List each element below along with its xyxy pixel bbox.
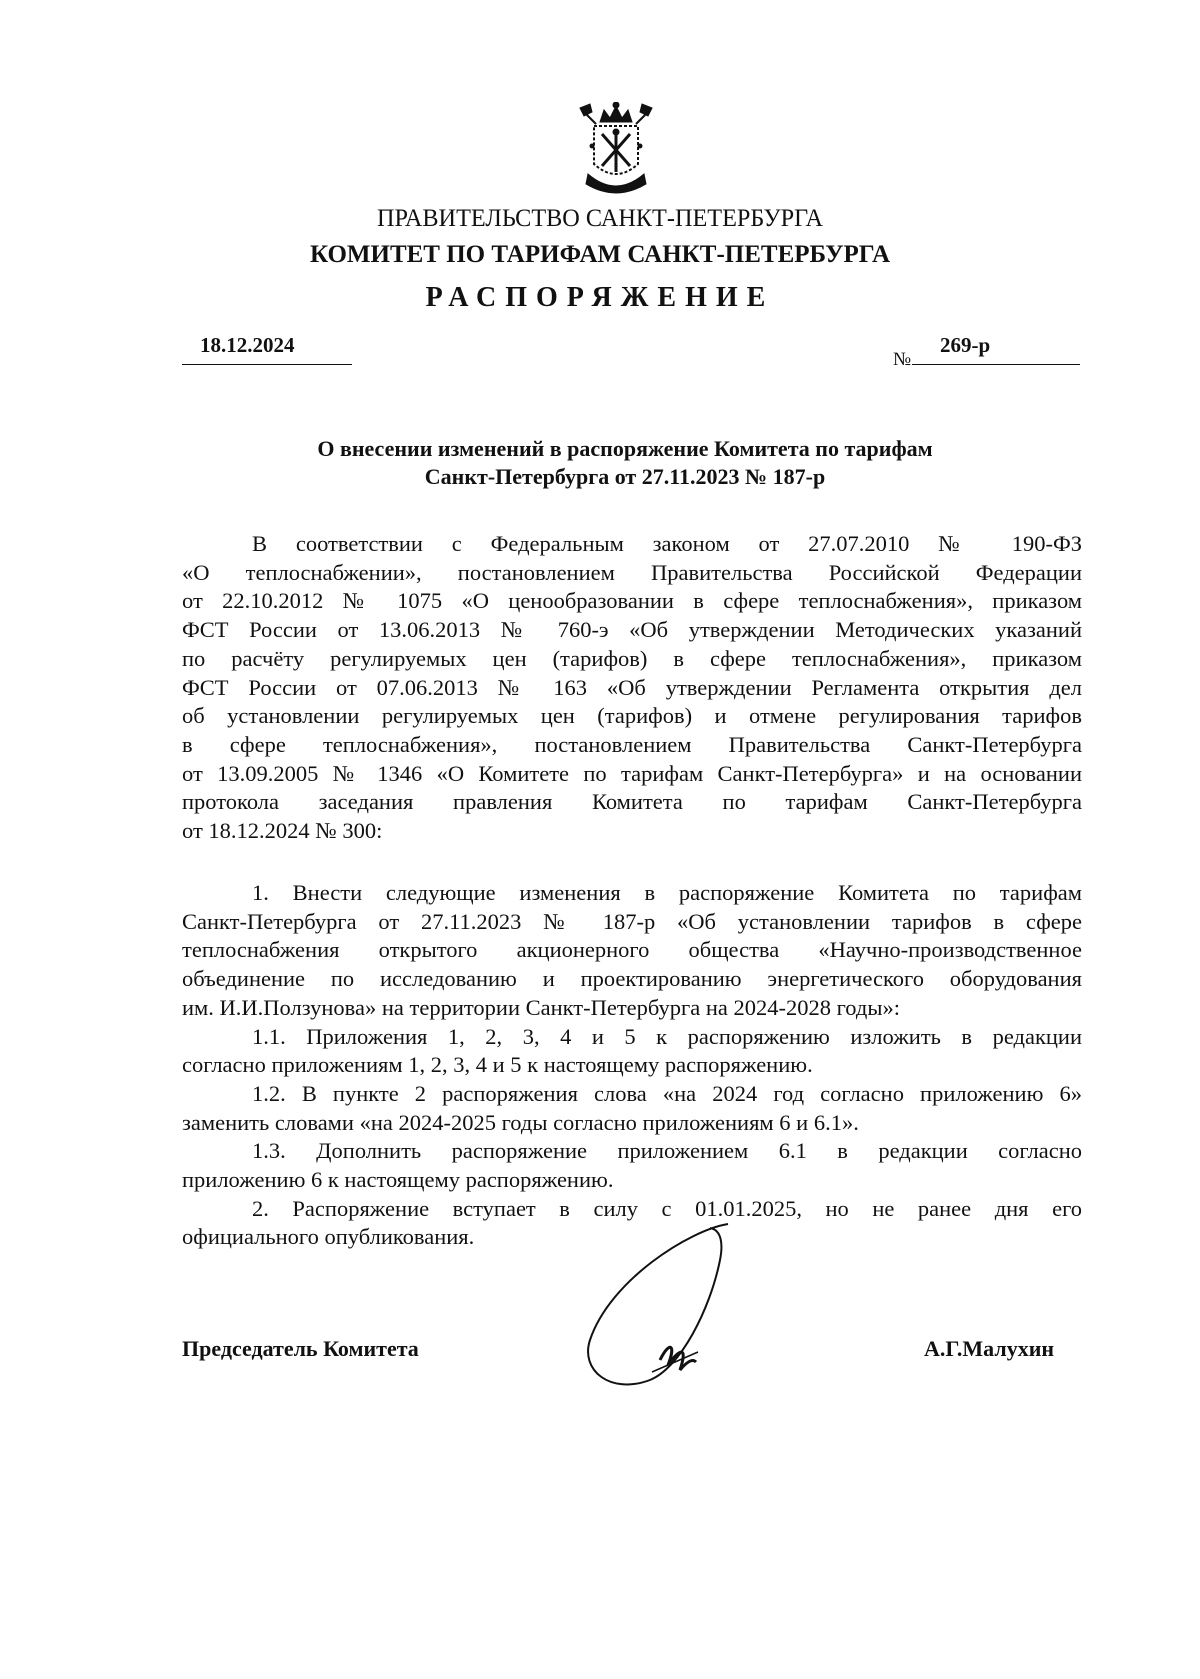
item-line: 1. Внести следующие изменения в распоряжение Комитета по тарифам — [252, 880, 1082, 905]
preamble-line: В соответствии с Федеральным законом от 27.07.2010 № 190-ФЗ — [252, 531, 1082, 556]
government-heading: ПРАВИТЕЛЬСТВО САНКТ-ПЕТЕРБУРГА — [376, 205, 824, 232]
item-line: 1.2. В пункте 2 распоряжения слова «на 2024 год согласно приложению 6» — [252, 1080, 1082, 1106]
preamble-line: от 22.10.2012 № 1075 «О ценообразовании в сфере теплоснабжения», приказом — [182, 588, 1082, 614]
item-line: согласно приложениям 1, 2, 3, 4 и 5 к настоящему распоряжению. — [182, 1052, 813, 1078]
signatory-role: Председатель Комитета — [182, 1336, 419, 1361]
decision-items — [182, 879, 1082, 1252]
number-sign: № — [893, 349, 912, 370]
item-line: официального опубликования. — [182, 1224, 475, 1250]
item-line: 2. Распоряжение вступает в силу с 01.01.2025, но не ранее дня его — [252, 1195, 1082, 1221]
preamble-line: ФСТ России от 07.06.2013 № 163 «Об утверждении Регламента открытия дел — [182, 674, 1082, 700]
preamble-line: об установлении регулируемых цен (тарифов) и отмене регулирования тарифов — [182, 703, 1082, 729]
preamble-line: от 18.12.2024 № 300: — [182, 818, 383, 844]
number-underline — [912, 364, 1080, 365]
preamble-line: по расчёту регулируемых цен (тарифов) в сфере теплоснабжения», приказом — [182, 645, 1082, 671]
item-line: теплоснабжения открытого акционерного общества «Научно-производственное — [182, 937, 1082, 963]
committee-heading: КОМИТЕТ ПО ТАРИФАМ САНКТ-ПЕТЕРБУРГА — [309, 241, 891, 268]
item-line: объединение по исследованию и проектированию энергетического оборудования — [182, 966, 1082, 992]
document-date: 18.12.2024 — [200, 333, 295, 357]
coat-of-arms-icon — [570, 102, 662, 202]
item-line: им. И.И.Ползунова» на территории Санкт-Петербурга на 2024-2028 годы»: — [182, 994, 900, 1020]
signatory-name: А.Г.Малухин — [924, 1336, 1055, 1361]
item-line: заменить словами «на 2024-2025 годы согласно приложениям 6 и 6.1». — [182, 1109, 859, 1135]
date-underline — [182, 364, 352, 365]
item-line: приложению 6 к настоящему распоряжению. — [182, 1167, 614, 1193]
item-line: Санкт-Петербурга от 27.11.2023 № 187-р «Об установлении тарифов в сфере — [182, 908, 1082, 934]
item-line: 1.1. Приложения 1, 2, 3, 4 и 5 к распоряжению изложить в редакции — [252, 1023, 1082, 1049]
document-number: 269-р — [940, 333, 991, 357]
handwritten-signature-icon — [580, 1220, 740, 1400]
preamble-line: в сфере теплоснабжения», постановлением Правительства Санкт-Петербурга — [182, 731, 1082, 757]
preamble-paragraph — [182, 530, 1082, 846]
document-type-heading: РАСПОРЯЖЕНИЕ — [425, 282, 775, 313]
preamble-line: ФСТ России от 13.06.2013 № 760-э «Об утверждении Методических указаний — [182, 617, 1082, 643]
document-title-line-2: Санкт-Петербурга от 27.11.2023 № 187-р — [424, 464, 826, 489]
preamble-line: от 13.09.2005 № 1346 «О Комитете по тарифам Санкт-Петербурга» и на основании — [182, 760, 1082, 786]
item-line: 1.3. Дополнить распоряжение приложением 6.1 в редакции согласно — [252, 1138, 1082, 1164]
preamble-line: протокола заседания правления Комитета по тарифам Санкт-Петербурга — [182, 789, 1082, 815]
document-title-line-1: О внесении изменений в распоряжение Комитета по тарифам — [317, 436, 933, 461]
preamble-line: «О теплоснабжении», постановлением Правительства Российской Федерации — [182, 559, 1082, 585]
